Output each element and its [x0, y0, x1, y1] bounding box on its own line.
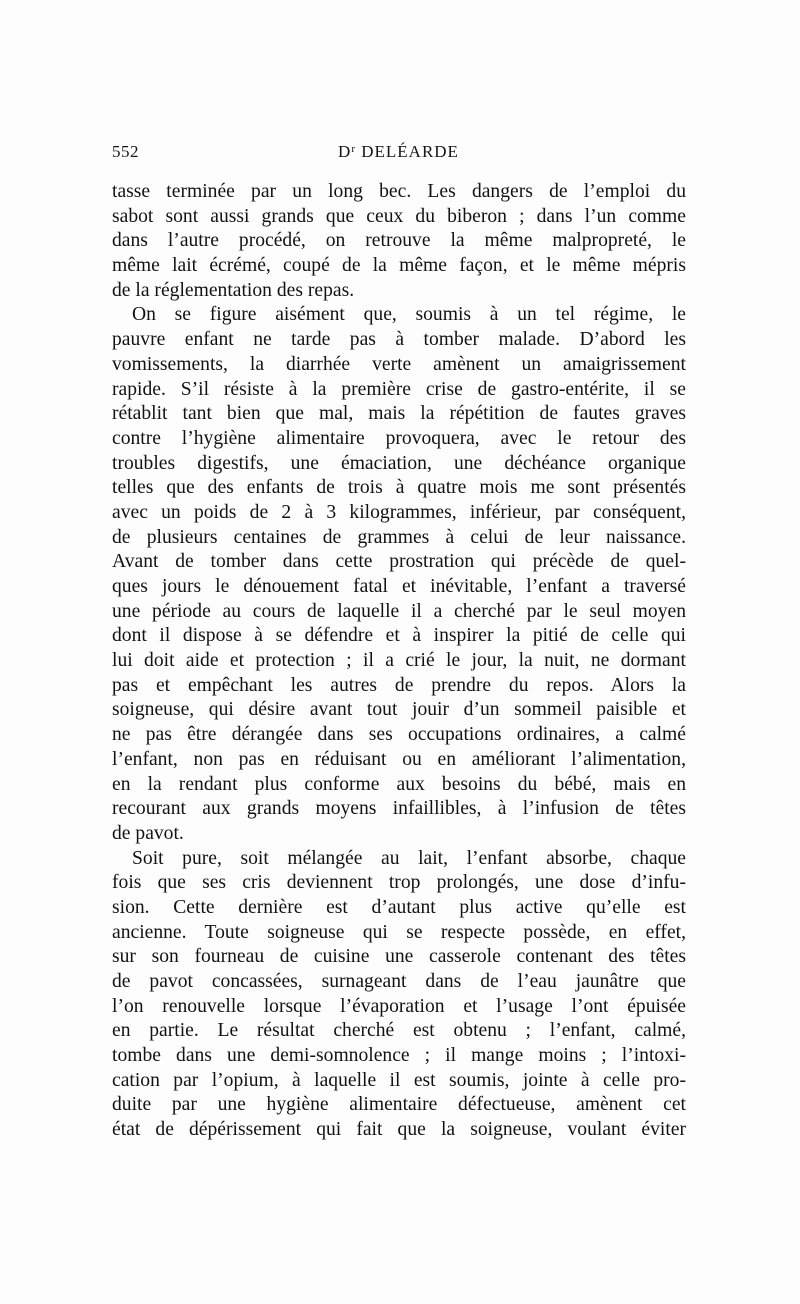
- text-line: lui doit aide et protection ; il a crié le jour, la nuit, ne dormant: [112, 650, 686, 672]
- text-line: Avant de tomber dans cette prostration qui précède de quel-: [112, 551, 686, 573]
- text-line: ques jours le dénouement fatal et inévitable, l’enfant a traversé: [112, 576, 686, 597]
- text-line: en la rendant plus conforme aux besoins du bébé, mais en: [112, 773, 686, 795]
- text-line: en partie. Le résultat cherché est obtenu ; l’enfant, calmé,: [112, 1020, 686, 1042]
- running-head: [112, 142, 685, 162]
- text-line: vomissements, la diarrhée verte amènent un amaigrissement: [112, 353, 686, 375]
- text-line: On se figure aisément que, soumis à un tel régime, le: [132, 304, 686, 326]
- running-head-prefix: D: [338, 142, 352, 161]
- text-line: recourant aux grands moyens infaillibles, à l’infusion de têtes: [112, 798, 686, 820]
- text-line: pas et empêchant les autres de prendre du repos. Alors la: [112, 674, 686, 696]
- text-line: troubles digestifs, une émaciation, une déchéance organique: [112, 452, 686, 474]
- text-line: de la réglementation des repas.: [112, 279, 355, 301]
- text-line: une période au cours de laquelle il a cherché par le seul moyen: [112, 600, 686, 622]
- text-line: de pavot concassées, surnageant dans de l’eau jaunâtre que: [112, 971, 686, 992]
- page-number: 552: [112, 142, 139, 161]
- text-line: de pavot.: [112, 822, 184, 844]
- text-line: avec un poids de 2 à 3 kilogrammes, inférieur, par conséquent,: [112, 501, 686, 523]
- body-text: [112, 180, 686, 1143]
- text-line: dont il dispose à se défendre et à inspirer la pitié de celle qui: [112, 625, 686, 647]
- text-line: sur son fourneau de cuisine une casserole contenant des têtes: [112, 946, 686, 968]
- text-line: dans l’autre procédé, on retrouve la même malpropreté, le: [112, 230, 686, 252]
- text-line: duite par une hygiène alimentaire défectueuse, amènent cet: [112, 1094, 686, 1116]
- text-line: l’on renouvelle lorsque l’évaporation et l’usage l’ont épuisée: [112, 995, 686, 1017]
- text-line: sabot sont aussi grands que ceux du biberon ; dans l’un comme: [112, 205, 686, 227]
- text-line: ne pas être dérangée dans ses occupations ordinaires, a calmé: [112, 724, 686, 746]
- text-line: état de dépérissement qui fait que la soigneuse, voulant éviter: [112, 1119, 686, 1141]
- text-line: tombe dans une demi-somnolence ; il mange moins ; l’intoxi-: [112, 1045, 686, 1067]
- text-line: telles que des enfants de trois à quatre mois me sont présentés: [112, 477, 686, 499]
- text-line: rétablit tant bien que mal, mais la répétition de fautes graves: [112, 403, 686, 425]
- text-line: rapide. S’il résiste à la première crise de gastro-entérite, il se: [112, 378, 686, 400]
- text-line: ancienne. Toute soigneuse qui se respecte possède, en effet,: [112, 921, 686, 943]
- text-line: soigneuse, qui désire avant tout jouir d’un sommeil paisible et: [112, 699, 686, 721]
- text-line: sion. Cette dernière est d’autant plus active qu’elle est: [112, 896, 686, 918]
- text-line: contre l’hygiène alimentaire provoquera, avec le retour des: [112, 427, 686, 449]
- text-line: pauvre enfant ne tarde pas à tomber malade. D’abord les: [112, 329, 686, 351]
- text-line: l’enfant, non pas en réduisant ou en améliorant l’alimentation,: [112, 748, 686, 770]
- text-line: cation par l’opium, à laquelle il est soumis, jointe à celle pro-: [112, 1069, 686, 1091]
- text-line: Soit pure, soit mélangée au lait, l’enfant absorbe, chaque: [132, 847, 686, 869]
- page-header: [112, 142, 685, 166]
- text-line: tasse terminée par un long bec. Les dangers de l’emploi du: [112, 181, 686, 202]
- text-line: fois que ses cris deviennent trop prolongés, une dose d’infu-: [112, 872, 686, 894]
- text-line: même lait écrémé, coupé de la même façon, et le même mépris: [112, 255, 686, 277]
- text-line: de plusieurs centaines de grammes à celui de leur naissance.: [112, 526, 686, 548]
- running-head-superscript: r: [351, 143, 356, 155]
- running-head-name: DELÉARDE: [355, 142, 459, 161]
